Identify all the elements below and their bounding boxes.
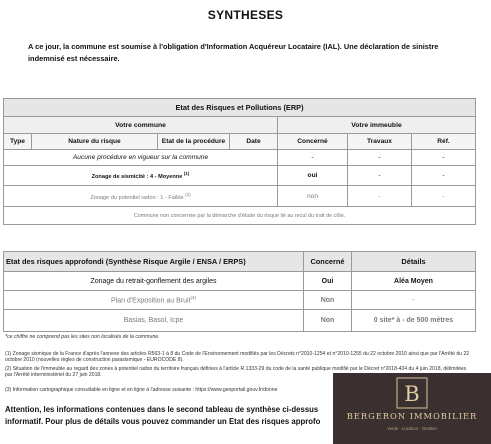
travaux-value: - bbox=[348, 166, 412, 186]
table-row bbox=[4, 150, 476, 166]
concerne-value: Non bbox=[304, 291, 352, 310]
concerne-value: Non bbox=[304, 310, 352, 332]
attention-line: informatif. Pour plus de détails vous pouvez commander un Etat des risques approfo bbox=[5, 416, 321, 426]
concerne-value: Oui bbox=[304, 272, 352, 291]
svg-text:B: B bbox=[404, 382, 420, 406]
risk-cell bbox=[4, 166, 278, 186]
risk-label: Zonage du potentiel radon : 1 - Faible bbox=[90, 194, 184, 201]
table-row bbox=[4, 272, 476, 291]
risk-label: Zonage du retrait-gonflement des argiles bbox=[4, 272, 304, 291]
table-row bbox=[4, 166, 476, 186]
col-concerne: Concerné bbox=[304, 252, 352, 272]
risk-label: Plan d'Exposition au Bruit bbox=[110, 297, 191, 305]
col-travaux: Travaux bbox=[348, 134, 412, 150]
logo-tagline: Vente · Location · Gestion bbox=[387, 426, 437, 431]
concerne-value: oui bbox=[278, 166, 348, 186]
footnote-1: (1) Zonage sismique de la France d'après l'annexe des articles R563-1 à 8 du Code de l'Environnement modifiés par les Décrets n°2010-1254 et n°2010-1255 du 22 octobre 2010 ainsi que par l'Arrêté du 22 octobre 2010 (nouvelles règles de construction parasismique - EUROCODE 8). bbox=[5, 351, 470, 364]
travaux-value: - bbox=[348, 150, 412, 166]
risk-label: Zonage de sismicité : 4 - Moyenne bbox=[91, 173, 183, 180]
col-date: Date bbox=[230, 134, 278, 150]
table-row bbox=[4, 291, 476, 310]
risk-cell bbox=[4, 291, 304, 310]
table-row bbox=[4, 186, 476, 207]
risk-cell bbox=[4, 186, 278, 207]
logo-name: BERGERON IMMOBILIER bbox=[346, 411, 478, 421]
table-row bbox=[4, 310, 476, 332]
col-details: Détails bbox=[352, 252, 476, 272]
erp-title: Etat des Risques et Pollutions (ERP) bbox=[4, 99, 476, 117]
footnote-2: (2) Situation de l'immeuble au regard des zones à potentiel radon du territoire français définies à l'article R.1333-29 du code de la santé publique modifié par le Décret n°2018-434 du 4 juin 2018, délimitées par l'Arrêté interministériel du 27 juin 2018. bbox=[5, 366, 467, 379]
ref-value: - bbox=[412, 150, 476, 166]
sites-note: *ce chiffre ne comprend pas les sites non localisés de la commune. bbox=[5, 334, 160, 340]
travaux-value: - bbox=[348, 186, 412, 207]
details-value: 0 site* à - de 500 mètres bbox=[352, 310, 476, 332]
trait-de-cote-note: Commune non concernée par la démarche d'étude du risque lié au recul du trait de côte. bbox=[4, 207, 476, 225]
ensa-title: Etat des risques approfondi (Synthèse Risque Argile / ENSA / ERPS) bbox=[4, 252, 304, 272]
footnote-ref: (3) bbox=[190, 295, 197, 301]
page-title: SYNTHESES bbox=[207, 8, 284, 22]
b-monogram-icon bbox=[395, 377, 429, 409]
attention-line: Attention, les informations contenues dans le second tableau de synthèse ci-dessus bbox=[5, 405, 319, 414]
risk-label: Aucune procédure en vigueur sur la commune bbox=[4, 150, 278, 166]
concerne-value: non bbox=[278, 186, 348, 207]
col-etat: Etat de la procédure bbox=[158, 134, 230, 150]
col-concerne: Concerné bbox=[278, 134, 348, 150]
agency-logo bbox=[333, 373, 491, 444]
col-nature: Nature du risque bbox=[32, 134, 158, 150]
erp-table bbox=[3, 98, 476, 225]
group-immeuble: Votre immeuble bbox=[278, 117, 476, 134]
footnote-3: (3) Information cartographique consultable en ligne et en ligne à l'adresse suivante : https://www.geoportail.gouv.fr/donne bbox=[5, 387, 278, 393]
details-value: Aléa Moyen bbox=[352, 272, 476, 291]
ref-value: - bbox=[412, 166, 476, 186]
col-type: Type bbox=[4, 134, 32, 150]
footnote-ref: (1) bbox=[183, 171, 190, 177]
col-ref: Réf. bbox=[412, 134, 476, 150]
table-row bbox=[4, 207, 476, 225]
details-value: - bbox=[352, 291, 476, 310]
ensa-table bbox=[3, 251, 476, 332]
concerne-value: - bbox=[278, 150, 348, 166]
risk-label: Basias, Basol, Icpe bbox=[4, 310, 304, 332]
attention-paragraph bbox=[5, 404, 335, 427]
intro-paragraph: A ce jour, la commune est soumise à l'obligation d'Information Acquéreur Locataire (IAL). Une déclaration de sinistre indemnisé est nécessaire. bbox=[28, 42, 439, 63]
ref-value: - bbox=[412, 186, 476, 207]
footnote-ref: (2) bbox=[185, 191, 191, 197]
group-commune: Votre commune bbox=[4, 117, 278, 134]
